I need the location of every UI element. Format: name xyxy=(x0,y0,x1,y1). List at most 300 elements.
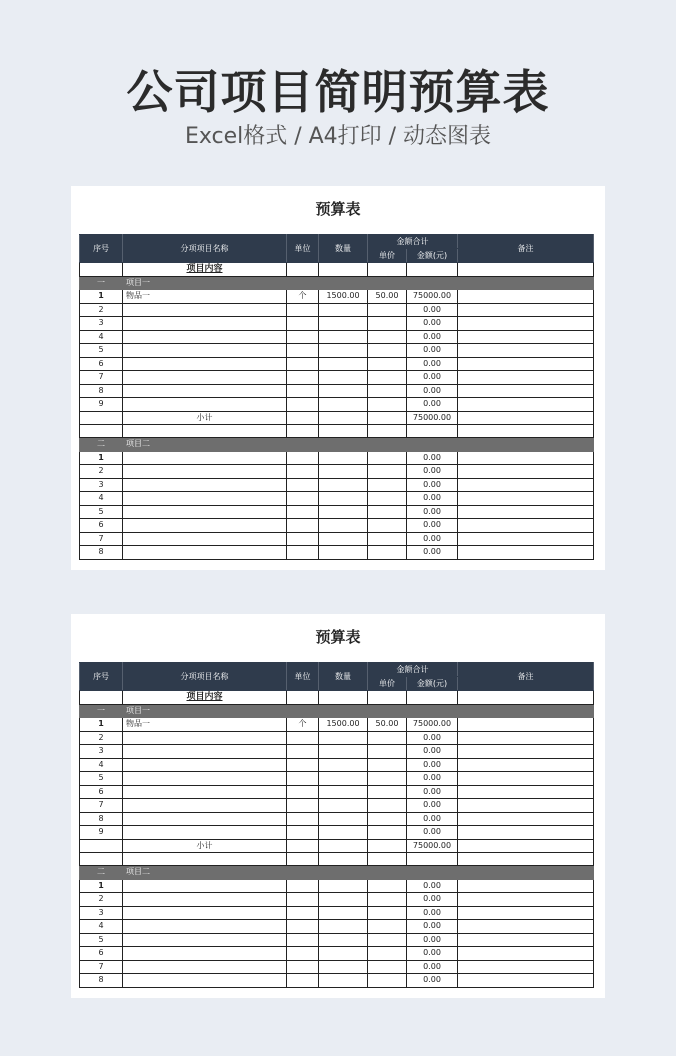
row-unit-price xyxy=(368,384,407,398)
table-row xyxy=(80,465,594,479)
row-notes xyxy=(458,772,594,786)
cell-empty xyxy=(319,974,368,988)
cell-empty xyxy=(458,411,594,425)
cell-empty xyxy=(319,893,368,907)
table-row xyxy=(80,357,594,371)
cell-empty xyxy=(319,438,368,452)
cell-empty xyxy=(319,519,368,533)
table-row xyxy=(80,478,594,492)
cell-empty xyxy=(123,478,287,492)
row-index: 6 xyxy=(80,785,123,799)
row-notes xyxy=(458,758,594,772)
table-row xyxy=(80,758,594,772)
cell-empty xyxy=(368,866,407,880)
cell-empty xyxy=(287,505,319,519)
cell-empty xyxy=(319,546,368,560)
row-amount: 0.00 xyxy=(407,893,458,907)
table-row xyxy=(80,906,594,920)
row-quantity xyxy=(319,799,368,813)
table-row xyxy=(80,812,594,826)
row-quantity xyxy=(319,812,368,826)
row-item-name xyxy=(123,745,287,759)
row-unit xyxy=(287,785,319,799)
cell-empty xyxy=(123,879,287,893)
row-unit-price xyxy=(368,772,407,786)
row-item-name xyxy=(123,826,287,840)
cell-empty xyxy=(287,893,319,907)
row-index: 2 xyxy=(80,303,123,317)
cell-empty xyxy=(287,866,319,880)
row-amount: 0.00 xyxy=(407,731,458,745)
row-notes xyxy=(458,906,594,920)
row-amount: 0.00 xyxy=(407,344,458,358)
header-notes: 备注 xyxy=(458,235,594,263)
cell-empty xyxy=(368,839,407,853)
row-unit xyxy=(287,344,319,358)
row-unit-price xyxy=(368,398,407,412)
row-quantity xyxy=(319,303,368,317)
cell-empty xyxy=(80,691,123,705)
row-amount: 0.00 xyxy=(407,974,458,988)
sheet-title: 预算表 xyxy=(315,200,361,218)
row-amount: 0.00 xyxy=(407,799,458,813)
row-index: 4 xyxy=(80,330,123,344)
row-notes xyxy=(458,357,594,371)
cell-empty xyxy=(368,465,407,479)
cell-empty xyxy=(287,263,319,277)
table-row xyxy=(80,492,594,506)
row-unit xyxy=(287,303,319,317)
content-label xyxy=(123,263,287,277)
row-amount: 0.00 xyxy=(407,330,458,344)
cell-empty xyxy=(458,853,594,866)
row-amount: 0.00 xyxy=(407,906,458,920)
table-row xyxy=(80,718,594,732)
row-notes xyxy=(458,974,594,988)
row-unit: 个 xyxy=(287,290,319,304)
cell-empty xyxy=(123,960,287,974)
table-row xyxy=(80,317,594,331)
cell-empty xyxy=(123,920,287,934)
row-index: 7 xyxy=(80,532,123,546)
row-quantity xyxy=(319,344,368,358)
cell-empty xyxy=(287,451,319,465)
row-amount: 0.00 xyxy=(407,532,458,546)
row-amount: 0.00 xyxy=(407,745,458,759)
row-index: 3 xyxy=(80,906,123,920)
row-notes xyxy=(458,799,594,813)
row-index: 6 xyxy=(80,947,123,961)
row-index: 4 xyxy=(80,492,123,506)
table-row xyxy=(80,330,594,344)
row-amount: 0.00 xyxy=(407,947,458,961)
row-amount: 0.00 xyxy=(407,920,458,934)
cell-empty xyxy=(368,505,407,519)
row-amount: 0.00 xyxy=(407,492,458,506)
header-unit: 单位 xyxy=(287,663,319,691)
row-notes xyxy=(458,812,594,826)
cell-empty xyxy=(368,947,407,961)
row-unit: 个 xyxy=(287,718,319,732)
cell-empty xyxy=(319,960,368,974)
row-amount: 0.00 xyxy=(407,933,458,947)
section-row xyxy=(80,276,594,290)
table-row xyxy=(80,785,594,799)
row-unit xyxy=(287,758,319,772)
row-amount: 0.00 xyxy=(407,758,458,772)
row-notes xyxy=(458,879,594,893)
row-amount: 0.00 xyxy=(407,826,458,840)
row-amount: 0.00 xyxy=(407,478,458,492)
row-unit-price xyxy=(368,758,407,772)
cell-empty xyxy=(287,879,319,893)
table-row xyxy=(80,290,594,304)
row-index: 1 xyxy=(80,451,123,465)
row-amount: 0.00 xyxy=(407,879,458,893)
cell-empty xyxy=(407,263,458,277)
table-body xyxy=(80,691,594,988)
header-quantity: 数量 xyxy=(319,663,368,691)
header-amount-total: 金额合计 xyxy=(368,663,458,677)
row-item-name xyxy=(123,317,287,331)
section-index: 二 xyxy=(80,438,123,452)
cell-empty xyxy=(123,546,287,560)
subtotal-label: 小计 xyxy=(123,411,287,425)
section-row xyxy=(80,704,594,718)
row-index: 5 xyxy=(80,772,123,786)
cell-empty xyxy=(368,691,407,705)
table-row xyxy=(80,960,594,974)
poster-subtitle: Excel格式 / A4打印 / 动态图表 xyxy=(184,124,492,149)
row-notes xyxy=(458,532,594,546)
row-index: 1 xyxy=(80,718,123,732)
row-quantity xyxy=(319,731,368,745)
row-unit-price xyxy=(368,371,407,385)
cell-empty xyxy=(287,519,319,533)
cell-empty xyxy=(287,947,319,961)
row-notes xyxy=(458,303,594,317)
row-quantity: 1500.00 xyxy=(319,290,368,304)
table-row xyxy=(80,933,594,947)
row-index: 3 xyxy=(80,745,123,759)
cell-empty xyxy=(80,425,123,438)
row-amount: 0.00 xyxy=(407,398,458,412)
cell-empty xyxy=(287,492,319,506)
row-amount: 75000.00 xyxy=(407,290,458,304)
subtotal-label: 小计 xyxy=(123,839,287,853)
cell-empty xyxy=(287,839,319,853)
row-notes xyxy=(458,745,594,759)
row-quantity xyxy=(319,330,368,344)
row-unit-price: 50.00 xyxy=(368,718,407,732)
cell-empty xyxy=(123,893,287,907)
subtotal-row xyxy=(80,839,594,853)
row-notes xyxy=(458,344,594,358)
row-unit-price xyxy=(368,785,407,799)
section-name: 项目二 xyxy=(123,866,287,880)
cell-empty xyxy=(368,451,407,465)
budget-sheet-1 xyxy=(71,186,605,570)
cell-empty xyxy=(458,276,594,290)
row-amount: 0.00 xyxy=(407,785,458,799)
cell-empty xyxy=(80,853,123,866)
cell-empty xyxy=(368,438,407,452)
row-notes xyxy=(458,371,594,385)
row-quantity xyxy=(319,772,368,786)
row-unit xyxy=(287,826,319,840)
row-notes xyxy=(458,478,594,492)
cell-empty xyxy=(407,276,458,290)
row-index: 9 xyxy=(80,398,123,412)
subtotal-value: 75000.00 xyxy=(407,839,458,853)
row-notes xyxy=(458,546,594,560)
row-amount: 0.00 xyxy=(407,451,458,465)
cell-empty xyxy=(407,438,458,452)
row-unit-price xyxy=(368,745,407,759)
row-item-name xyxy=(123,785,287,799)
row-item-name xyxy=(123,303,287,317)
cell-empty xyxy=(287,438,319,452)
cell-empty xyxy=(287,933,319,947)
cell-empty xyxy=(319,947,368,961)
row-quantity xyxy=(319,745,368,759)
cell-empty xyxy=(287,920,319,934)
cell-empty xyxy=(458,866,594,880)
cell-empty xyxy=(368,906,407,920)
row-item-name xyxy=(123,371,287,385)
row-notes xyxy=(458,933,594,947)
cell-empty xyxy=(407,866,458,880)
budget-sheet-2 xyxy=(71,614,605,998)
cell-empty xyxy=(407,691,458,705)
row-unit xyxy=(287,799,319,813)
row-notes xyxy=(458,718,594,732)
cell-empty xyxy=(319,933,368,947)
cell-empty xyxy=(368,532,407,546)
cell-empty xyxy=(287,974,319,988)
cell-empty xyxy=(458,438,594,452)
cell-empty xyxy=(319,704,368,718)
cell-empty xyxy=(287,691,319,705)
subtotal-row xyxy=(80,411,594,425)
cell-empty xyxy=(458,425,594,438)
section-name: 项目二 xyxy=(123,438,287,452)
table-row xyxy=(80,947,594,961)
row-index: 8 xyxy=(80,384,123,398)
row-amount: 0.00 xyxy=(407,384,458,398)
blank-row xyxy=(80,853,594,866)
row-unit-price xyxy=(368,303,407,317)
cell-empty xyxy=(319,425,368,438)
row-index: 8 xyxy=(80,974,123,988)
row-index: 7 xyxy=(80,960,123,974)
row-index: 5 xyxy=(80,344,123,358)
row-notes xyxy=(458,451,594,465)
cell-empty xyxy=(319,920,368,934)
row-unit-price xyxy=(368,330,407,344)
row-index: 3 xyxy=(80,317,123,331)
row-notes xyxy=(458,731,594,745)
row-unit xyxy=(287,731,319,745)
row-unit xyxy=(287,398,319,412)
cell-empty xyxy=(287,276,319,290)
row-amount: 0.00 xyxy=(407,546,458,560)
cell-empty xyxy=(458,839,594,853)
cell-empty xyxy=(319,478,368,492)
cell-empty xyxy=(368,853,407,866)
cell-empty xyxy=(80,411,123,425)
cell-empty xyxy=(319,451,368,465)
table-row xyxy=(80,920,594,934)
row-index: 5 xyxy=(80,933,123,947)
cell-empty xyxy=(368,879,407,893)
cell-empty xyxy=(319,906,368,920)
cell-empty xyxy=(368,920,407,934)
row-notes xyxy=(458,317,594,331)
budget-table xyxy=(79,234,594,560)
row-unit-price xyxy=(368,317,407,331)
row-quantity xyxy=(319,758,368,772)
cell-empty xyxy=(287,411,319,425)
row-unit xyxy=(287,317,319,331)
row-quantity xyxy=(319,317,368,331)
section-index: 一 xyxy=(80,276,123,290)
budget-table xyxy=(79,662,594,988)
cell-empty xyxy=(123,933,287,947)
row-notes xyxy=(458,505,594,519)
cell-empty xyxy=(319,263,368,277)
row-unit xyxy=(287,745,319,759)
row-unit-price xyxy=(368,344,407,358)
row-item-name xyxy=(123,344,287,358)
cell-empty xyxy=(319,839,368,853)
row-item-name xyxy=(123,731,287,745)
row-item-name xyxy=(123,384,287,398)
table-row xyxy=(80,772,594,786)
table-row xyxy=(80,371,594,385)
row-notes xyxy=(458,826,594,840)
row-notes xyxy=(458,290,594,304)
content-label-text: 项目内容 xyxy=(186,264,223,275)
section-row xyxy=(80,438,594,452)
row-unit xyxy=(287,384,319,398)
cell-empty xyxy=(368,933,407,947)
row-amount: 0.00 xyxy=(407,772,458,786)
cell-empty xyxy=(368,546,407,560)
cell-empty xyxy=(287,906,319,920)
table-row xyxy=(80,731,594,745)
header-unit-price: 单价 xyxy=(368,677,407,691)
row-amount: 0.00 xyxy=(407,465,458,479)
header-item-name: 分项项目名称 xyxy=(123,235,287,263)
cell-empty xyxy=(407,704,458,718)
cell-empty xyxy=(319,853,368,866)
row-amount: 0.00 xyxy=(407,303,458,317)
content-label-text: 项目内容 xyxy=(186,692,223,703)
cell-empty xyxy=(458,263,594,277)
table-row xyxy=(80,532,594,546)
cell-empty xyxy=(319,691,368,705)
cell-empty xyxy=(368,425,407,438)
table-row xyxy=(80,344,594,358)
row-index: 7 xyxy=(80,371,123,385)
table-row xyxy=(80,974,594,988)
subtotal-value: 75000.00 xyxy=(407,411,458,425)
header-amount: 金额(元) xyxy=(407,249,458,263)
cell-empty xyxy=(123,425,287,438)
row-index: 6 xyxy=(80,519,123,533)
cell-empty xyxy=(368,411,407,425)
row-index: 2 xyxy=(80,465,123,479)
cell-empty xyxy=(287,425,319,438)
cell-empty xyxy=(319,505,368,519)
row-item-name xyxy=(123,772,287,786)
cell-empty xyxy=(319,532,368,546)
blank-row xyxy=(80,425,594,438)
row-index: 3 xyxy=(80,478,123,492)
cell-empty xyxy=(319,276,368,290)
row-unit-price xyxy=(368,731,407,745)
cell-empty xyxy=(123,505,287,519)
cell-empty xyxy=(287,532,319,546)
header-notes: 备注 xyxy=(458,663,594,691)
row-item-name xyxy=(123,812,287,826)
row-quantity xyxy=(319,371,368,385)
table-row xyxy=(80,505,594,519)
row-unit-price xyxy=(368,812,407,826)
table-row xyxy=(80,826,594,840)
cell-empty xyxy=(123,465,287,479)
row-quantity xyxy=(319,398,368,412)
cell-empty xyxy=(287,960,319,974)
row-index: 6 xyxy=(80,357,123,371)
table-row xyxy=(80,879,594,893)
table-row xyxy=(80,893,594,907)
cell-empty xyxy=(368,974,407,988)
row-notes xyxy=(458,398,594,412)
row-amount: 0.00 xyxy=(407,812,458,826)
cell-empty xyxy=(319,879,368,893)
header-unit: 单位 xyxy=(287,235,319,263)
row-item-name xyxy=(123,398,287,412)
cell-empty xyxy=(368,276,407,290)
row-notes xyxy=(458,960,594,974)
row-amount: 0.00 xyxy=(407,519,458,533)
row-unit-price xyxy=(368,799,407,813)
content-label-row xyxy=(80,691,594,705)
cell-empty xyxy=(368,704,407,718)
row-index: 4 xyxy=(80,920,123,934)
row-index: 8 xyxy=(80,546,123,560)
row-notes xyxy=(458,785,594,799)
table-row xyxy=(80,546,594,560)
section-name: 项目一 xyxy=(123,704,287,718)
cell-empty xyxy=(319,492,368,506)
row-notes xyxy=(458,519,594,533)
table-row xyxy=(80,303,594,317)
row-item-name xyxy=(123,758,287,772)
row-item-name xyxy=(123,799,287,813)
table-row xyxy=(80,799,594,813)
row-index: 4 xyxy=(80,758,123,772)
header-unit-price: 单价 xyxy=(368,249,407,263)
cell-empty xyxy=(368,263,407,277)
cell-empty xyxy=(123,451,287,465)
row-index: 5 xyxy=(80,505,123,519)
row-notes xyxy=(458,947,594,961)
cell-empty xyxy=(368,893,407,907)
header-amount-total: 金额合计 xyxy=(368,235,458,249)
